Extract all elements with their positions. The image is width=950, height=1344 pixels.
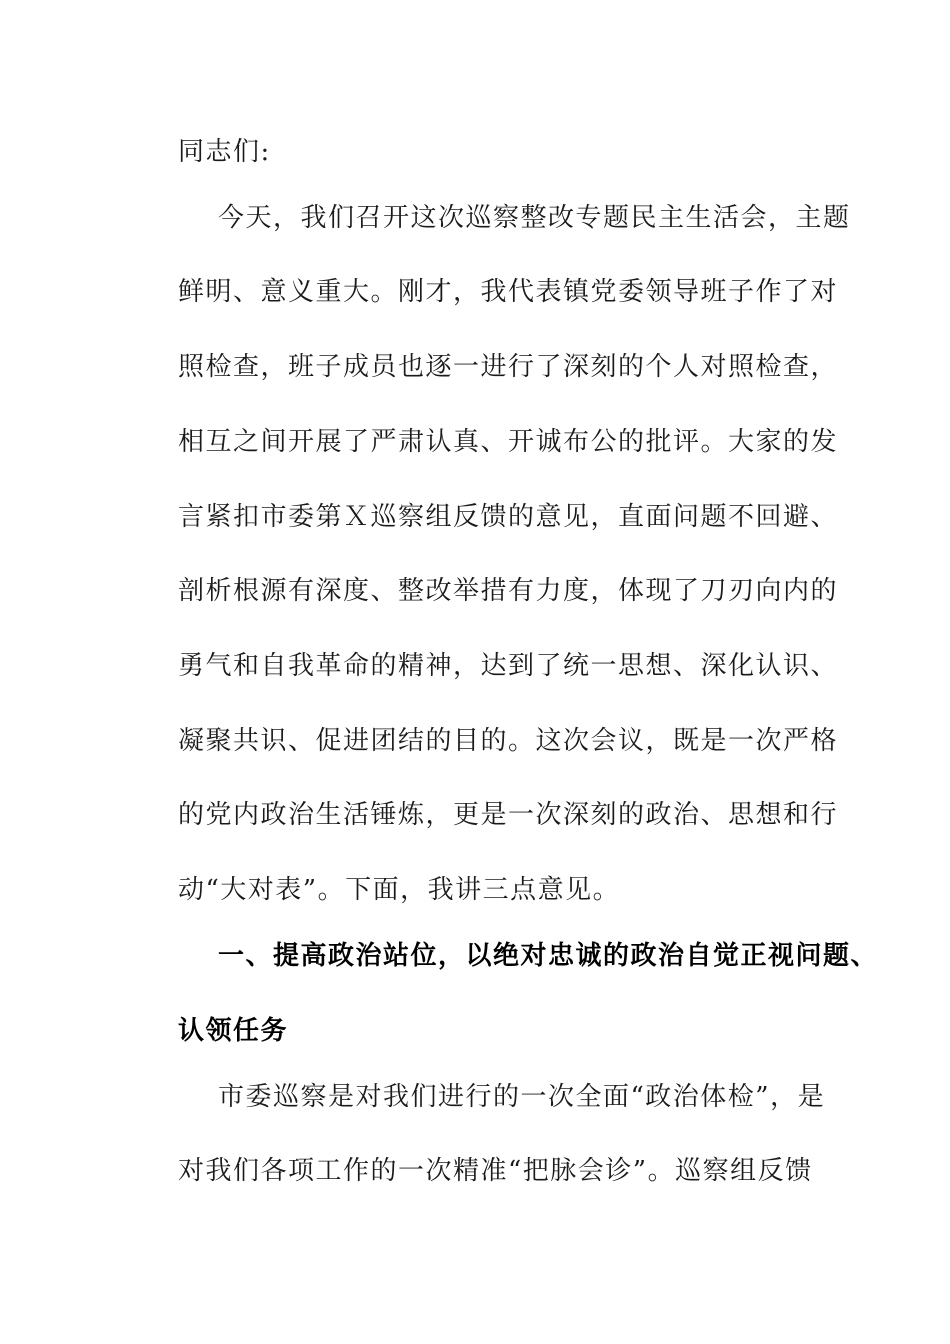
- paragraph-line: 言紧扣市委第Ｘ巡察组反馈的意见，直面问题不回避、: [178, 502, 839, 532]
- paragraph-line: 的党内政治生活锤炼，更是一次深刻的政治、思想和行: [178, 800, 839, 830]
- paragraph-line: 鲜明、意义重大。刚才，我代表镇党委领导班子作了对: [178, 277, 839, 307]
- section-heading-line: 一、提高政治站位，以绝对忠诚的政治自觉正视问题、: [218, 941, 879, 971]
- paragraph-line: 剖析根源有深度、整改举措有力度，体现了刀刃向内的: [178, 576, 839, 606]
- salutation: 同志们:: [178, 137, 271, 167]
- paragraph-line: 对我们各项工作的一次精准“把脉会诊”。巡察组反馈: [178, 1156, 813, 1186]
- paragraph-line: 市委巡察是对我们进行的一次全面“政治体检”，是: [218, 1082, 826, 1112]
- paragraph-line: 凝聚共识、促进团结的目的。这次会议，既是一次严格: [178, 726, 839, 756]
- paragraph-line: 相互之间开展了严肃认真、开诚布公的批评。大家的发: [178, 427, 839, 457]
- paragraph-line: 勇气和自我革命的精神，达到了统一思想、深化认识、: [178, 651, 839, 681]
- paragraph-line: 今天，我们召开这次巡察整改专题民主生活会，主题: [218, 203, 851, 233]
- paragraph-line: 动“大对表”。下面，我讲三点意见。: [178, 875, 621, 905]
- section-heading-line: 认领任务: [178, 1016, 289, 1046]
- paragraph-line: 照检查，班子成员也逐一进行了深刻的个人对照检查，: [178, 352, 839, 382]
